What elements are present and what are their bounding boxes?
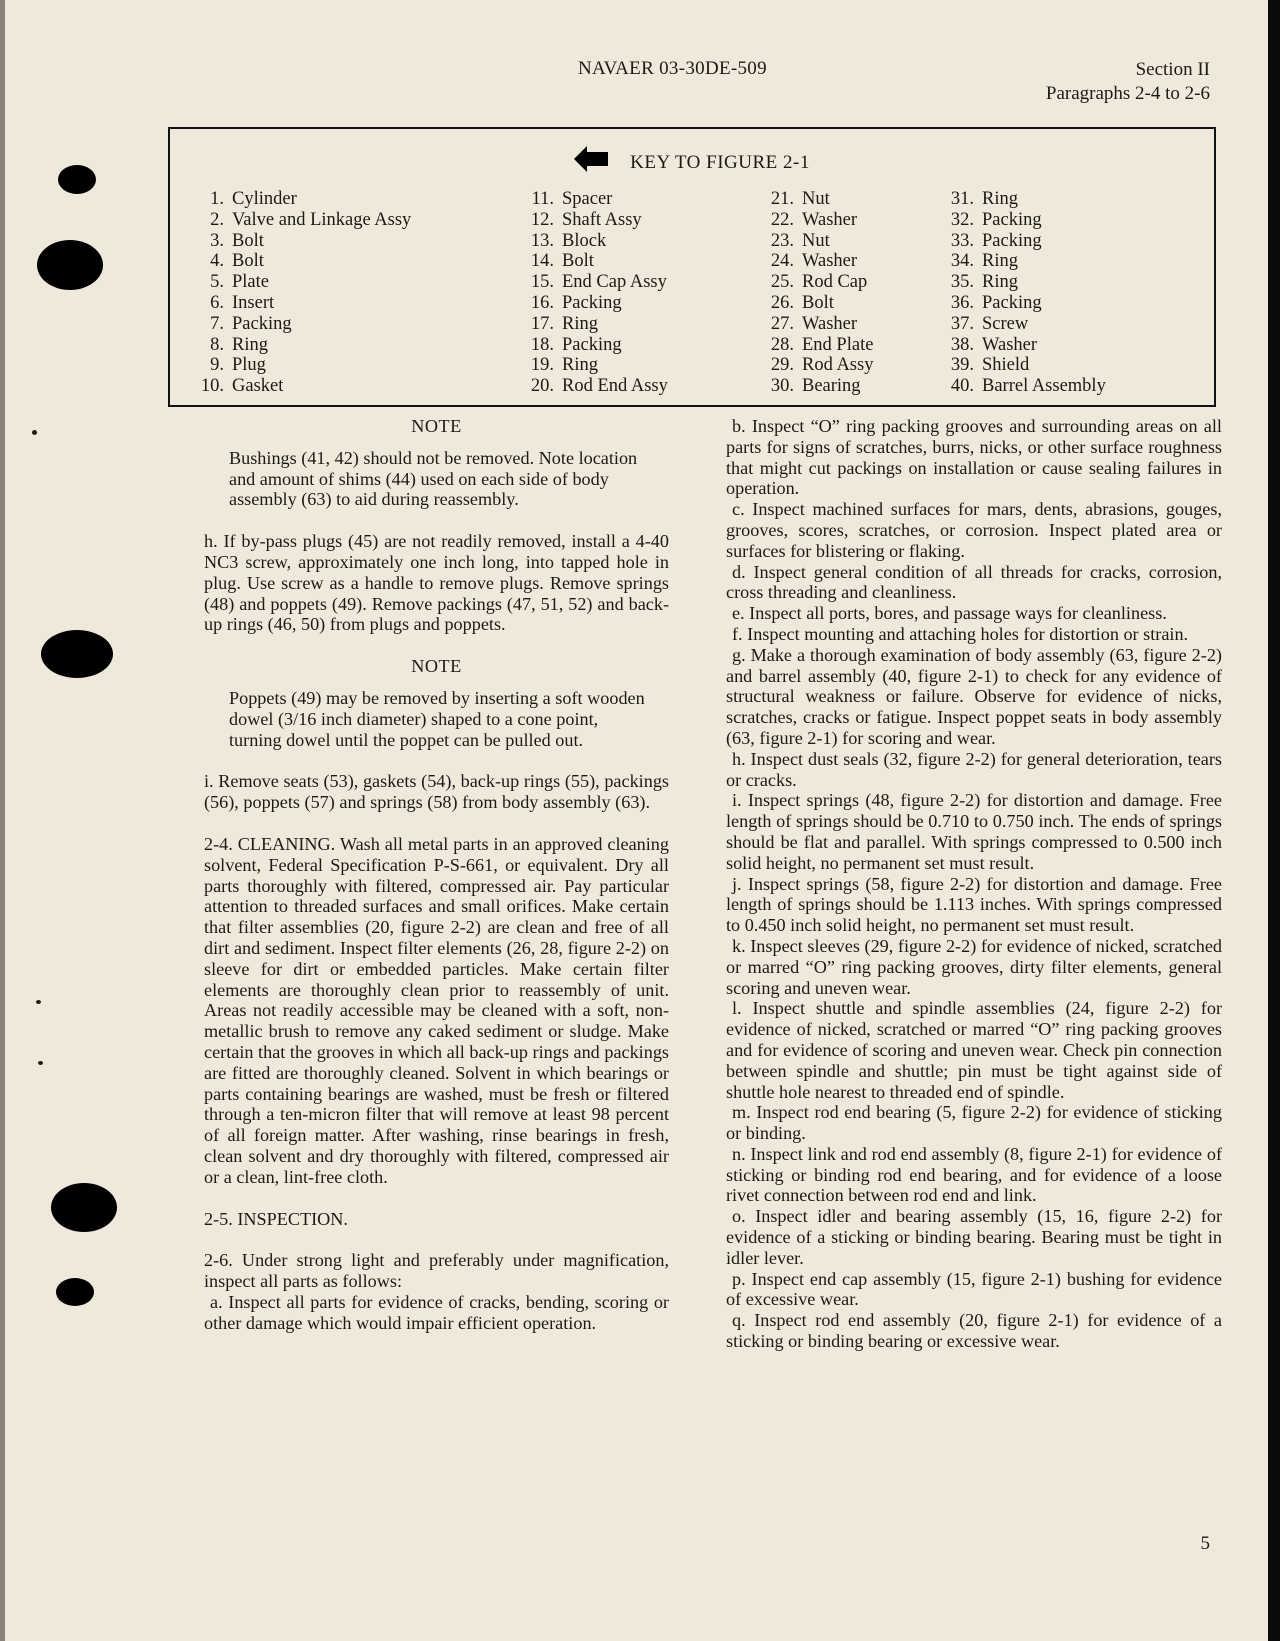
page-edge-shadow xyxy=(0,0,5,1641)
inspection-step-n: n. Inspect link and rod end assembly (8, figure 2-1) for evidence of sticking or binding rod end bearing, and for evidence of a loose rivet connection between rod end and link. xyxy=(726,1143,1222,1206)
key-item: 2. Valve and Linkage Assy xyxy=(210,209,412,230)
inspection-step-i: i. Inspect springs (48, figure 2-2) for distortion and damage. Free length of springs should be 0.710 to 0.750 inch. The ends of springs should be flat and parallel. With springs compressed to 0.500 inch solid height, no permanent set must result. xyxy=(726,790,1222,873)
key-item: 13. Block xyxy=(530,230,607,251)
punch-hole-1 xyxy=(58,165,96,194)
key-column-4 xyxy=(940,189,1106,397)
inspection-step-g: g. Make a thorough examination of body assembly (63, figure 2-2) and barrel assembly (40, figure 2-1) to check for any evidence of structural weakness or failure. Observe for evidence of nicks, scratches, cracks or fatigue. Inspect poppet seats in body assembly (63, figure 2-1) for scoring and wear. xyxy=(726,644,1222,748)
key-item: 19. Ring xyxy=(530,355,598,376)
key-item: 12. Shaft Assy xyxy=(530,209,642,230)
page-number: 5 xyxy=(1200,1533,1210,1554)
key-item: 29. Rod Assy xyxy=(770,355,874,376)
section-label: Section II xyxy=(1135,59,1210,80)
key-item: 18. Packing xyxy=(530,334,622,355)
paper-speck xyxy=(36,1000,41,1004)
key-column-3 xyxy=(760,189,873,397)
note-body: Bushings (41, 42) should not be removed. Note location and amount of shims (44) used on each side of body assembly (63) to aid during reassembly. xyxy=(229,447,638,510)
note-heading: NOTE xyxy=(411,416,462,436)
key-item: 14. Bolt xyxy=(530,251,594,272)
key-item: 8. Ring xyxy=(210,334,268,355)
key-title-text: KEY TO FIGURE 2-1 xyxy=(630,152,810,173)
key-item: 28. End Plate xyxy=(770,334,874,355)
punch-hole-5 xyxy=(56,1278,94,1306)
key-item: 9. Plug xyxy=(210,355,266,376)
key-title xyxy=(170,146,1214,174)
key-item: 7. Packing xyxy=(210,313,292,334)
section-reference xyxy=(1046,58,1210,106)
inspection-step-j: j. Inspect springs (58, figure 2-2) for distortion and damage. Free length of springs should be 1.113 inches. With springs compressed to 0.450 inch solid height, no permanent set must result. xyxy=(726,873,1222,936)
key-item: 37. Screw xyxy=(950,313,1029,334)
key-item: 21. Nut xyxy=(770,189,830,209)
key-item: 36. Packing xyxy=(950,292,1042,313)
paper-speck xyxy=(32,430,37,435)
inspection-step-p: p. Inspect end cap assembly (15, figure 2-1) bushing for evidence of excessive wear. xyxy=(726,1268,1222,1310)
punch-hole-4 xyxy=(51,1183,117,1232)
paper-speck xyxy=(38,1061,43,1065)
key-item: 34. Ring xyxy=(950,251,1018,272)
inspection-step-e: e. Inspect all ports, bores, and passage ways for cleanliness. xyxy=(732,603,1167,624)
note-heading: NOTE xyxy=(411,656,462,677)
inspection-step-m: m. Inspect rod end bearing (5, figure 2-2) for evidence of sticking or binding. xyxy=(726,1102,1222,1144)
key-item: 3. Bolt xyxy=(210,230,264,251)
key-item: 4. Bolt xyxy=(210,251,264,272)
key-item: 32. Packing xyxy=(950,209,1042,230)
figure-key-box xyxy=(168,127,1216,407)
right-text-column xyxy=(726,416,1222,1352)
step-i-disassembly: i. Remove seats (53), gaskets (54), back-up rings (55), packings (56), poppets (57) and springs (58) from body assembly (63). xyxy=(204,771,669,813)
inspection-step-l: l. Inspect shuttle and spindle assemblies (24, figure 2-2) for evidence of nicked, scratched or marred “O” ring packing grooves and for evidence of scoring and uneven wear. Check pin connection between spindle and shuttle; pin must be tight against side of shuttle hole nearest to threaded end of spindle. xyxy=(726,998,1222,1102)
inspection-step-f: f. Inspect mounting and attaching holes for distortion or strain. xyxy=(732,623,1189,644)
punch-hole-3 xyxy=(41,630,113,678)
key-item: 24. Washer xyxy=(770,251,858,272)
key-item: 6. Insert xyxy=(210,292,275,313)
key-item: 26. Bolt xyxy=(770,292,834,313)
punch-hole-2 xyxy=(37,240,103,290)
inspection-step-o: o. Inspect idler and bearing assembly (15, 16, figure 2-2) for evidence of a sticking or binding bearing. Bearing must be tight in idler lever. xyxy=(726,1206,1222,1268)
paragraph-2-4-cleaning: 2-4. CLEANING. Wash all metal parts in an approved cleaning solvent, Federal Specification P-S-661, or equivalent. Dry all parts thoroughly with filtered, compressed air. Pay particular attention to threaded surfaces and small orifices. Make certain that filter assemblies (20, figure 2-2) are clean and free of all dirt and sediment. Inspect filter elements (26, 28, figure 2-2) on sleeve for dirt or embedded particles. Make certain filter elements are thoroughly clean prior to reassembly of unit. Areas not readily accessible may be cleaned with a soft, non-metallic brush to remove any caked sediment or sludge. Make certain that the grooves in which all back-up rings and packings are fitted are thoroughly cleaned. Solvent in which bearings or parts containing bearings are washed, must be fresh or filtered through a ten-micron filter that will remove at least 98 percent of all foreign matter. After washing, rinse bearings in fresh, clean solvent and dry thoroughly with filtered, compressed air or a clean, lint-free cloth. xyxy=(204,833,669,1187)
key-item: 20. Rod End Assy xyxy=(530,376,668,397)
key-item: 22. Washer xyxy=(770,209,858,230)
key-item: 31. Ring xyxy=(950,189,1018,209)
inspection-step-c: c. Inspect machined surfaces for mars, dents, abrasions, gouges, grooves, scores, scratches, or corrosion. Inspect plated area or surfaces for blistering or flaking. xyxy=(726,499,1222,561)
key-item: 15. End Cap Assy xyxy=(530,272,667,293)
key-column-1 xyxy=(190,189,411,397)
document-number: NAVAER 03-30DE-509 xyxy=(578,58,767,79)
left-text-column xyxy=(204,416,669,1333)
step-h-disassembly: h. If by-pass plugs (45) are not readily removed, install a 4-40 NC3 screw, approximately one inch long, into tapped hole in plug. Use screw as a handle to remove plugs. Remove springs (48) and poppets (49). Remove packings (47, 51, 52) and back-up rings (46, 50) from plugs and poppets. xyxy=(204,531,669,635)
key-item: 38. Washer xyxy=(950,334,1038,355)
key-item: 23. Nut xyxy=(770,230,830,251)
inspection-step-a: a. Inspect all parts for evidence of cracks, bending, scoring or other damage which would impair efficient operation. xyxy=(204,1291,669,1333)
key-item: 10. Gasket xyxy=(200,376,284,397)
paragraph-2-6: 2-6. Under strong light and preferably under magnification, inspect all parts as follows: xyxy=(204,1250,669,1292)
key-item: 16. Packing xyxy=(530,292,622,313)
inspection-step-q: q. Inspect rod end assembly (20, figure 2-1) for evidence of a sticking or binding bearing or excessive wear. xyxy=(726,1310,1222,1352)
inspection-step-h: h. Inspect dust seals (32, figure 2-2) for general deterioration, tears or cracks. xyxy=(726,748,1222,790)
inspection-step-k: k. Inspect sleeves (29, figure 2-2) for evidence of nicked, scratched or marred “O” ring packing grooves, dirty filter elements, general scoring and uneven wear. xyxy=(726,935,1222,998)
key-column-2 xyxy=(520,189,668,397)
paragraph-2-5-heading: 2-5. INSPECTION. xyxy=(204,1208,348,1229)
key-item: 1. Cylinder xyxy=(210,189,297,209)
paragraph-range: Paragraphs 2-4 to 2-6 xyxy=(1045,83,1210,104)
key-item: 11. Spacer xyxy=(531,189,613,209)
inspection-step-d: d. Inspect general condition of all threads for cracks, corrosion, cross threading and cleanliness. xyxy=(726,561,1222,603)
key-item: 35. Ring xyxy=(950,272,1018,293)
note-body: Poppets (49) may be removed by inserting a soft wooden dowel (3/16 inch diameter) shaped to a cone point, turning dowel until the poppet can be pulled out. xyxy=(229,687,645,750)
inspection-step-b: b. Inspect “O” ring packing grooves and surrounding areas on all parts for signs of scratches, burrs, nicks, or other surface roughness that might cut packings on installation or cause sealing failures in operation. xyxy=(726,416,1222,499)
key-item: 17. Ring xyxy=(530,313,598,334)
key-item: 33. Packing xyxy=(950,230,1042,251)
key-item: 27. Washer xyxy=(770,313,858,334)
key-item: 25. Rod Cap xyxy=(770,272,868,293)
scan-border xyxy=(1268,0,1280,1641)
key-item: 39. Shield xyxy=(950,355,1030,376)
left-arrow-icon xyxy=(574,146,608,172)
key-item: 30. Bearing xyxy=(770,376,861,397)
key-item: 5. Plate xyxy=(210,272,269,293)
key-item: 40. Barrel Assembly xyxy=(950,376,1106,397)
